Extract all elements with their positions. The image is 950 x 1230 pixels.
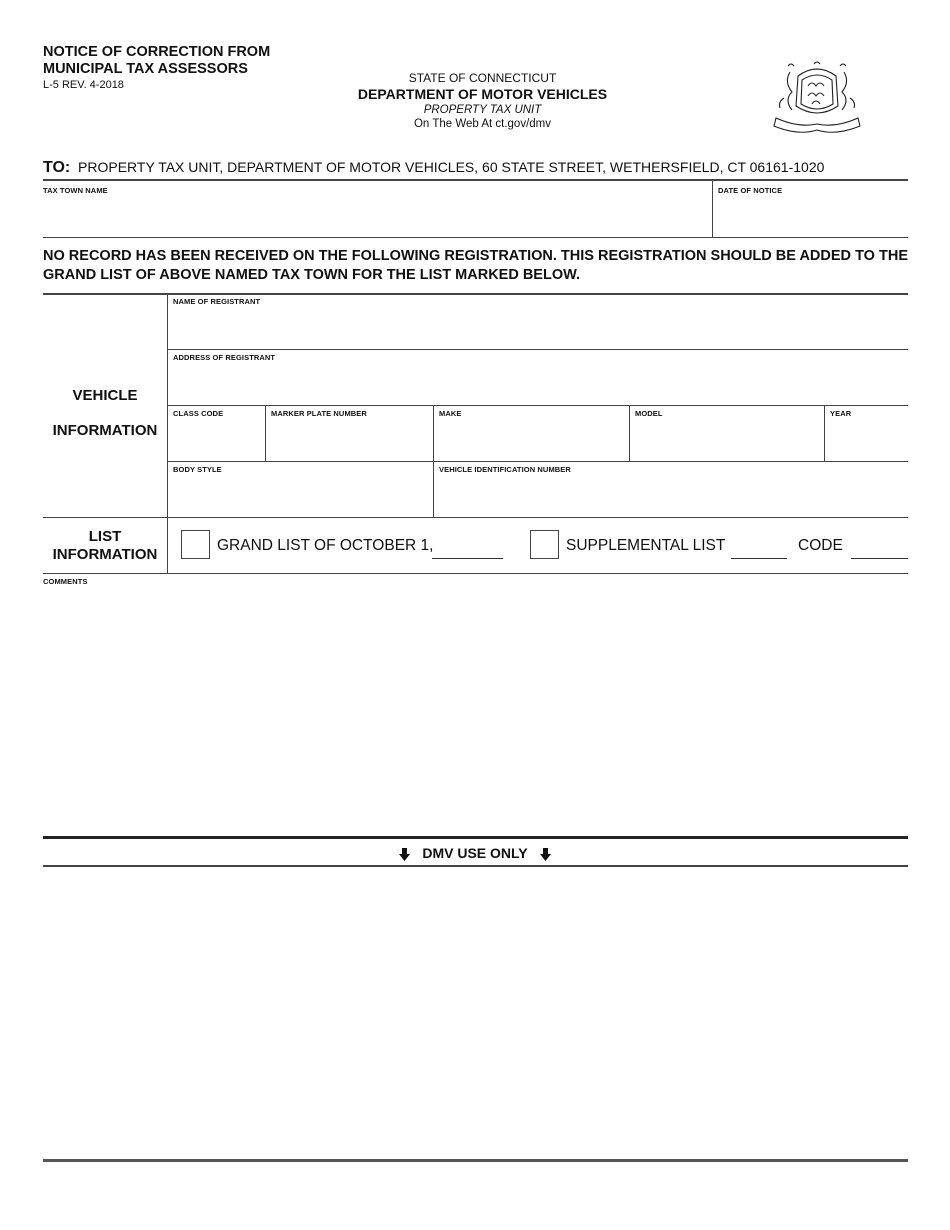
class-code-label: CLASS CODE (173, 409, 224, 418)
down-arrow-icon (399, 848, 410, 861)
divider (265, 405, 266, 461)
supplemental-list-checkbox[interactable] (530, 530, 559, 559)
divider (824, 405, 825, 461)
divider (712, 181, 713, 237)
divider (43, 836, 908, 839)
marker-plate-label: MARKER PLATE NUMBER (271, 409, 367, 418)
divider (167, 295, 168, 573)
code-label: CODE (798, 537, 843, 554)
vehicle-label-line1: VEHICLE (72, 387, 138, 404)
grand-list-label: GRAND LIST OF OCTOBER 1, (217, 537, 434, 554)
form-title-line1: NOTICE OF CORRECTION FROM (43, 44, 271, 60)
body-style-label: BODY STYLE (173, 465, 222, 474)
comments-label: COMMENTS (43, 577, 88, 586)
tax-town-name-field[interactable] (43, 196, 711, 236)
date-of-notice-label: DATE OF NOTICE (718, 186, 783, 195)
to-label: TO: (43, 159, 71, 176)
divider (167, 405, 908, 406)
vin-label: VEHICLE IDENTIFICATION NUMBER (439, 465, 571, 474)
divider (167, 349, 908, 350)
down-arrow-icon (540, 848, 551, 861)
divider (43, 237, 908, 238)
list-label-line2: INFORMATION (52, 546, 158, 563)
supplemental-list-label: SUPPLEMENTAL LIST (566, 537, 726, 554)
date-of-notice-field[interactable] (714, 196, 908, 236)
divider (629, 405, 630, 461)
code-field[interactable] (851, 558, 908, 559)
vehicle-information-label (43, 378, 167, 448)
tax-town-name-label: TAX TOWN NAME (43, 186, 108, 195)
class-code-field[interactable] (169, 419, 264, 460)
model-field[interactable] (631, 419, 823, 460)
bottom-divider (43, 1159, 908, 1162)
supplemental-list-field[interactable] (731, 558, 787, 559)
form-title-line2: MUNICIPAL TAX ASSESSORS (43, 61, 248, 77)
vin-field[interactable] (435, 475, 908, 516)
to-address: PROPERTY TAX UNIT, DEPARTMENT OF MOTOR VEHICLES, 60 STATE STREET, WETHERSFIELD, CT 06161-1020 (78, 159, 825, 175)
notice-text: NO RECORD HAS BEEN RECEIVED ON THE FOLLOWING REGISTRATION. THIS REGISTRATION SHOULD BE ADDED TO THE GRAND LIST OF ABOVE NAMED TAX TOWN FOR THE LIST MARKED BELOW. (43, 248, 908, 283)
divider (43, 517, 908, 518)
dmv-use-area (43, 870, 908, 1155)
divider (43, 293, 908, 295)
to-address-line (43, 159, 824, 177)
website-text: On The Web At ct.gov/dmv (413, 118, 551, 130)
dmv-use-only-label: DMV USE ONLY (422, 845, 528, 861)
marker-plate-field[interactable] (267, 419, 432, 460)
year-label: YEAR (830, 409, 852, 418)
vehicle-label-line2: INFORMATION (52, 422, 158, 439)
divider (43, 573, 908, 574)
list-information-label (43, 528, 167, 564)
state-seal-icon (768, 58, 866, 140)
state-name: STATE OF CONNECTICUT (408, 71, 557, 85)
grand-list-checkbox[interactable] (181, 530, 210, 559)
department-name: DEPARTMENT OF MOTOR VEHICLES (357, 86, 608, 102)
registrant-address-field[interactable] (169, 363, 908, 404)
make-label: MAKE (439, 409, 462, 418)
divider (43, 865, 908, 867)
registrant-name-field[interactable] (169, 307, 908, 348)
body-style-field[interactable] (169, 475, 432, 516)
form-title (43, 44, 270, 78)
unit-name: PROPERTY TAX UNIT (423, 104, 542, 116)
divider (167, 461, 908, 462)
model-label: MODEL (635, 409, 663, 418)
list-label-line1: LIST (88, 528, 122, 545)
divider (43, 179, 908, 181)
registrant-name-label: NAME OF REGISTRANT (173, 297, 261, 306)
comments-field[interactable] (43, 590, 908, 833)
registrant-address-label: ADDRESS OF REGISTRANT (173, 353, 276, 362)
year-field[interactable] (826, 419, 908, 460)
grand-list-year-field[interactable] (432, 558, 503, 559)
dmv-use-only-heading (0, 845, 950, 861)
make-field[interactable] (435, 419, 628, 460)
form-revision: L-5 REV. 4-2018 (43, 79, 124, 91)
